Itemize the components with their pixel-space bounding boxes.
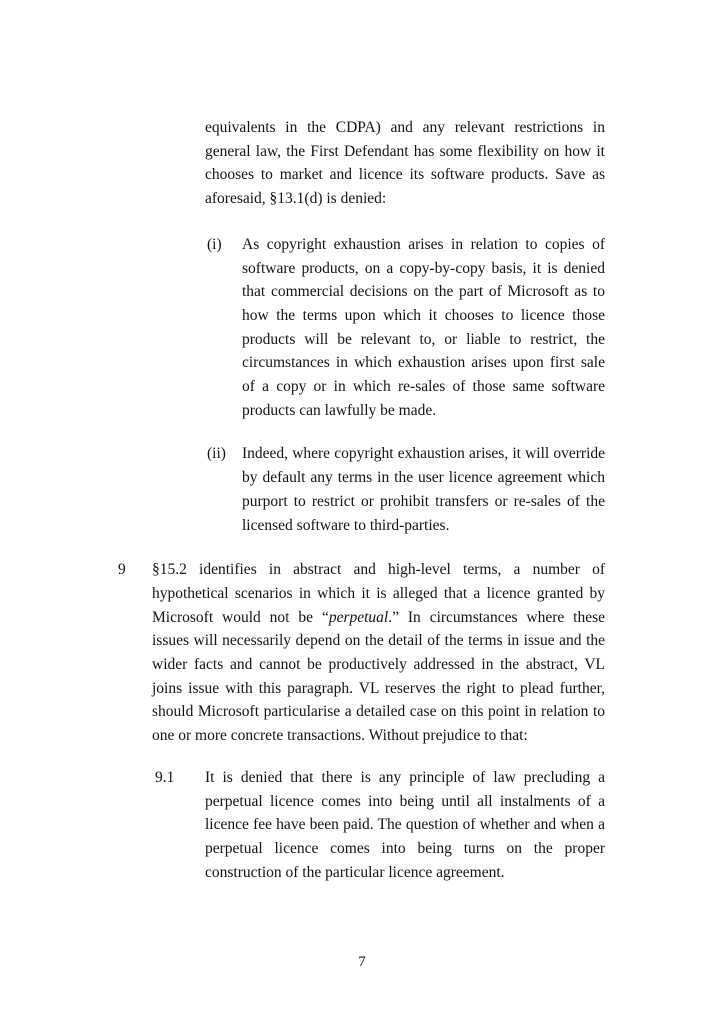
paragraph-9-1-text: It is denied that there is any principle of law precluding a perpetual licence comes into being until all instalments of a licence fee have been paid. The question of whether and when a perpetual licence comes into being turns on the proper construction of the particular licence agreement. [205,768,605,881]
page-number: 7 [358,954,366,970]
list-item-i-marker: (i) [207,235,222,253]
paragraph-9-text-run-after: .” In circumstances where these issues will necessarily depend on the detail of the terms in issue and the wider facts and cannot be productively addressed in the abstract, VL joins issue with this paragraph. VL reserves the right to plead further, should Microsoft particularise a detailed case on this point in relation to one or more concrete transactions. Without prejudice to that: [152,608,605,745]
paragraph-9-1 [155,766,605,885]
continuation-paragraph: equivalents in the CDPA) and any relevant restrictions in general law, the First Defendant has some flexibility on how it chooses to market and licence its software products. Save as aforesaid, §13.1(d) is denied: [205,119,605,208]
paragraph-9-italic-term: perpetual [328,608,389,626]
list-item-i-text: As copyright exhaustion arises in relation to copies of software products, on a copy-by-copy basis, it is denied that commercial decisions on the part of Microsoft as to how the terms upon which it chooses to licence those products will be relevant to, or liable to restrict, the circumstances in which exhaustion arises upon first sale of a copy or in which re-sales of those same software products can lawfully be made. [242,235,605,419]
paragraph-9-number: 9 [118,561,126,579]
document-body [0,116,724,884]
paragraph-9 [118,558,605,748]
paragraph-9-text [152,558,605,748]
list-item-ii [207,442,605,537]
list-item-ii-text: Indeed, where copyright exhaustion arises, it will override by default any terms in the user licence agreement which purport to restrict or prohibit transfers or re-sales of the licensed software to third-parties. [242,445,605,534]
list-item-i [207,233,605,423]
paragraph-9-text-run-before: §15.2 identifies in abstract and high-level terms, a number of hypothetical scenarios in which it is alleged that a licence granted by Microsoft would not be “ [152,561,605,626]
paragraph-9-1-number: 9.1 [155,768,175,786]
list-item-ii-marker: (ii) [207,445,226,463]
